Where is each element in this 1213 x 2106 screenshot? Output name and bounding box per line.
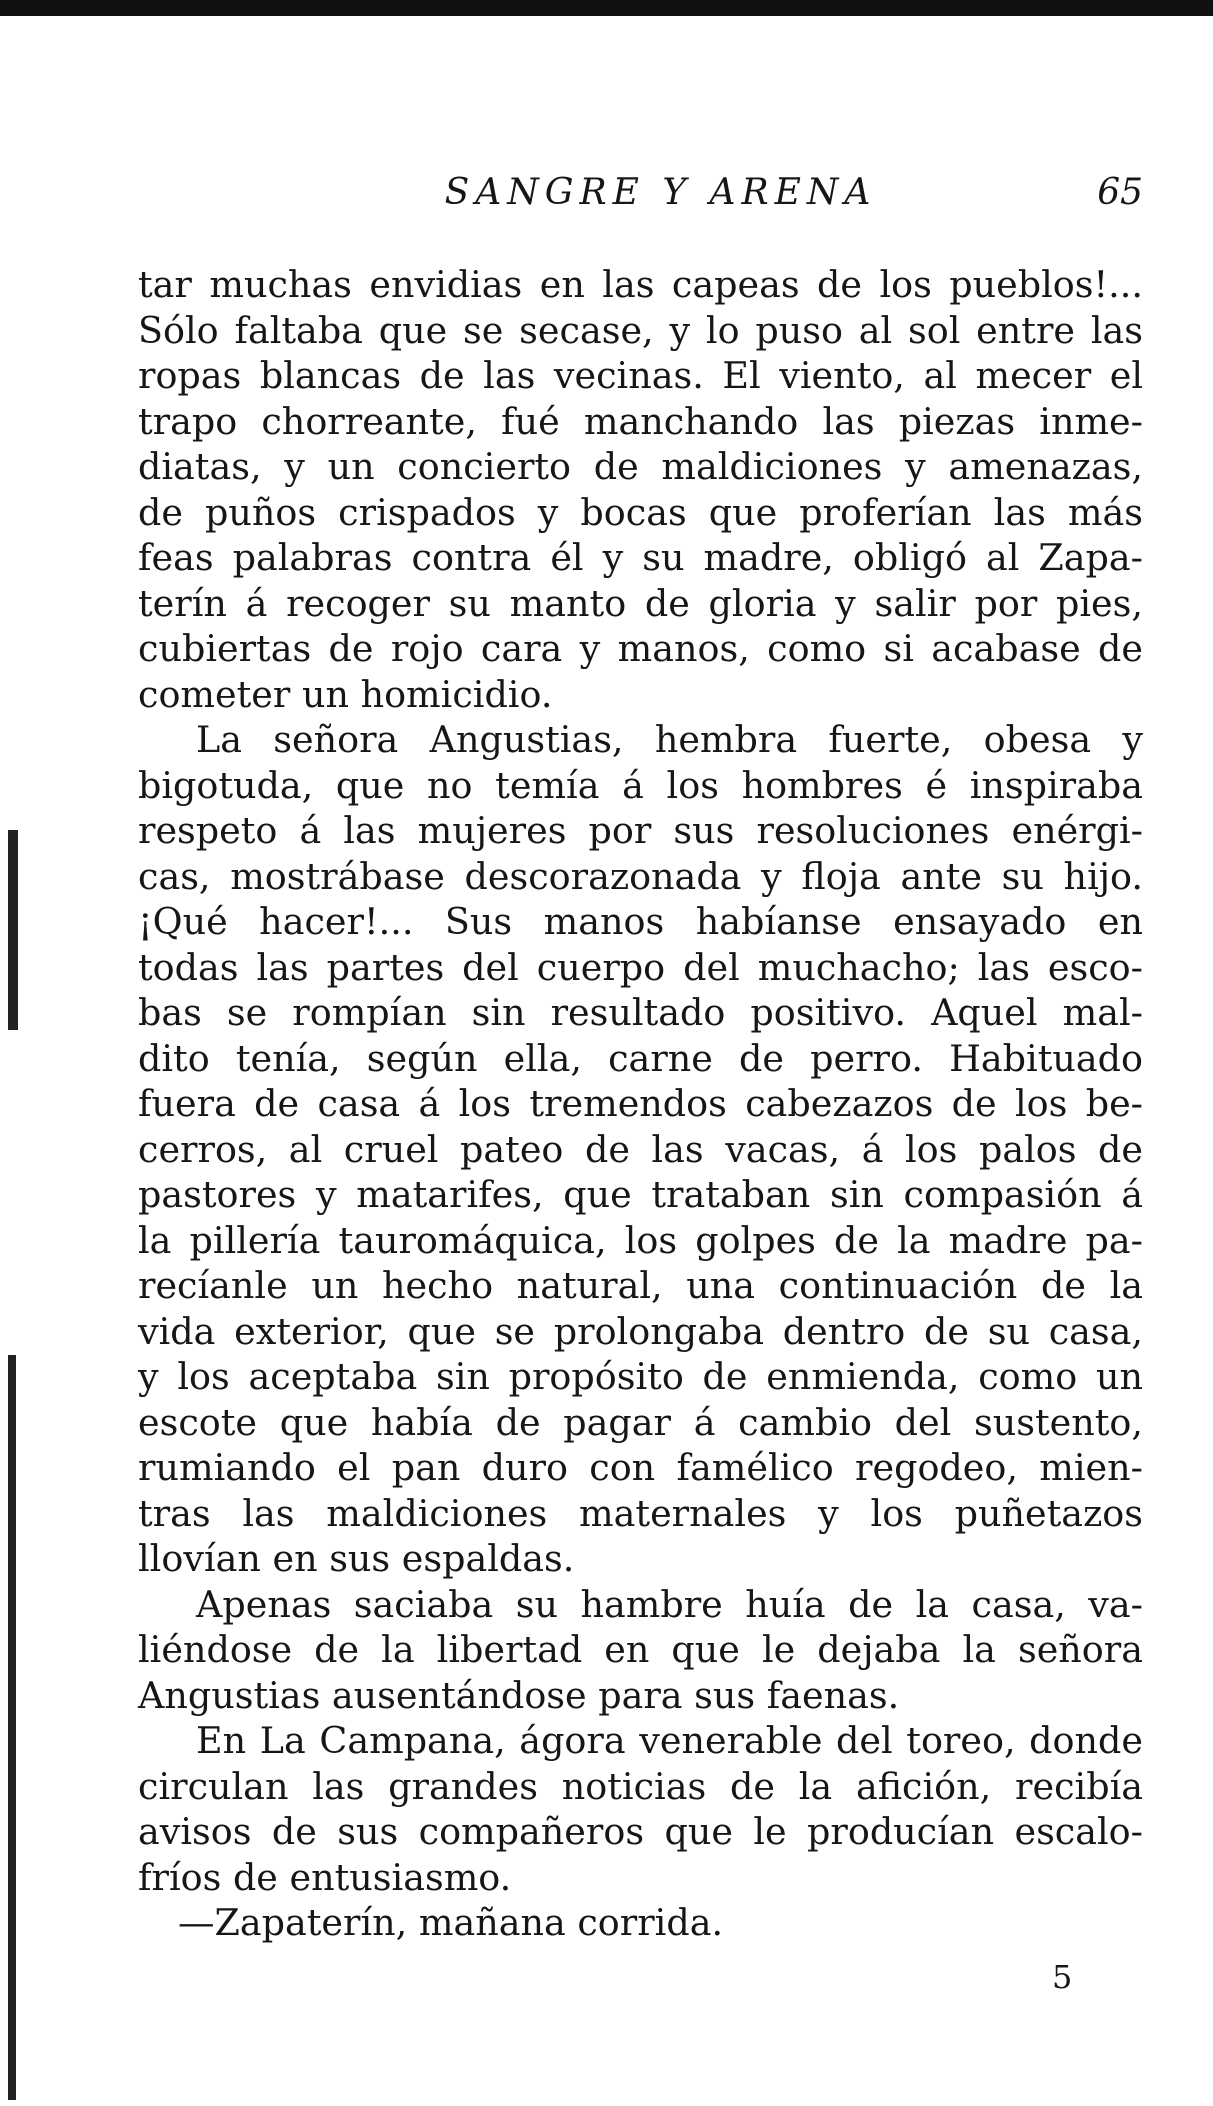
signature-mark: 5 [1052,1958,1073,1996]
text-line: cubiertas de rojo cara y manos, como si acabase de [138,627,1143,670]
text-line: cometer un homicidio. [138,672,553,716]
text-line: escote que había de pagar á cambio del sustento, [138,1400,1143,1444]
text-line: de puños crispados y bocas que proferían las más [138,490,1143,534]
running-header [138,172,1143,222]
text-line: tras las maldiciones maternales y los puñetazos [138,1491,1143,1535]
text-line: pastores y matarifes, que trataban sin compasión á [138,1173,1143,1216]
page-number: 65 [1097,172,1143,213]
text-line: diatas, y un concierto de maldiciones y amenazas, [138,445,1143,488]
text-line: trapo chorreante, fué manchando las piezas inme- [138,399,1143,443]
text-line: todas las partes del cuerpo del muchacho; las esco- [138,945,1143,989]
text-line: fuera de casa á los tremendos cabezazos de los be- [138,1082,1143,1125]
text-line: ropas blancas de las vecinas. El viento, al mecer el [138,354,1143,397]
text-line: rumiando el pan duro con famélico regodeo, mien- [138,1446,1143,1489]
text-line: —Zapaterín, mañana corrida. [178,1901,724,1944]
text-line: respeto á las mujeres por sus resoluciones enérgi- [138,809,1143,852]
running-title: SANGRE Y ARENA [444,172,877,213]
text-line: tar muchas envidias en las capeas de los pueblos!... [138,263,1143,306]
text-line: y los aceptaba sin propósito de enmienda, como un [138,1355,1143,1398]
top-scan-edge [0,0,1213,16]
text-line: La señora Angustias, hembra fuerte, obesa y [196,718,1143,761]
left-binding-shadow [8,830,18,1030]
text-line: bas se rompían sin resultado positivo. Aquel mal- [138,991,1143,1034]
text-line: la pillería tauromáquica, los golpes de la madre pa- [138,1218,1143,1262]
text-line: Apenas saciaba su hambre huía de la casa, va- [196,1582,1143,1626]
page-body [138,262,1143,1946]
text-line: Angustias ausentándose para sus faenas. [138,1673,900,1717]
text-line: Sólo faltaba que se secase, y lo puso al sol entre las [138,308,1143,352]
text-line: circulan las grandes noticias de la afición, recibía [138,1764,1143,1808]
text-line: En La Campana, ágora venerable del toreo, donde [196,1719,1143,1762]
text-line: recíanle un hecho natural, una continuación de la [138,1264,1143,1307]
text-line: terín á recoger su manto de gloria y salir por pies, [138,581,1143,625]
left-binding-shadow-lower [8,1355,16,2100]
text-line: dito tenía, según ella, carne de perro. Habituado [138,1036,1143,1080]
text-line: ¡Qué hacer!... Sus manos habíanse ensayado en [138,900,1143,943]
text-line: fríos de entusiasmo. [138,1855,512,1899]
text-line: feas palabras contra él y su madre, obligó al Zapa- [138,536,1143,579]
text-line: vida exterior, que se prolongaba dentro de su casa, [138,1309,1143,1353]
text-line: bigotuda, que no temía á los hombres é inspiraba [138,763,1143,807]
text-line: avisos de sus compañeros que le producían escalo- [138,1810,1143,1853]
text-line: liéndose de la libertad en que le dejaba la señora [138,1628,1143,1671]
text-line: llovían en sus espaldas. [138,1537,575,1580]
text-line: cerros, al cruel pateo de las vacas, á los palos de [138,1127,1143,1171]
text-line: cas, mostrábase descorazonada y floja ante su hijo. [138,854,1143,898]
